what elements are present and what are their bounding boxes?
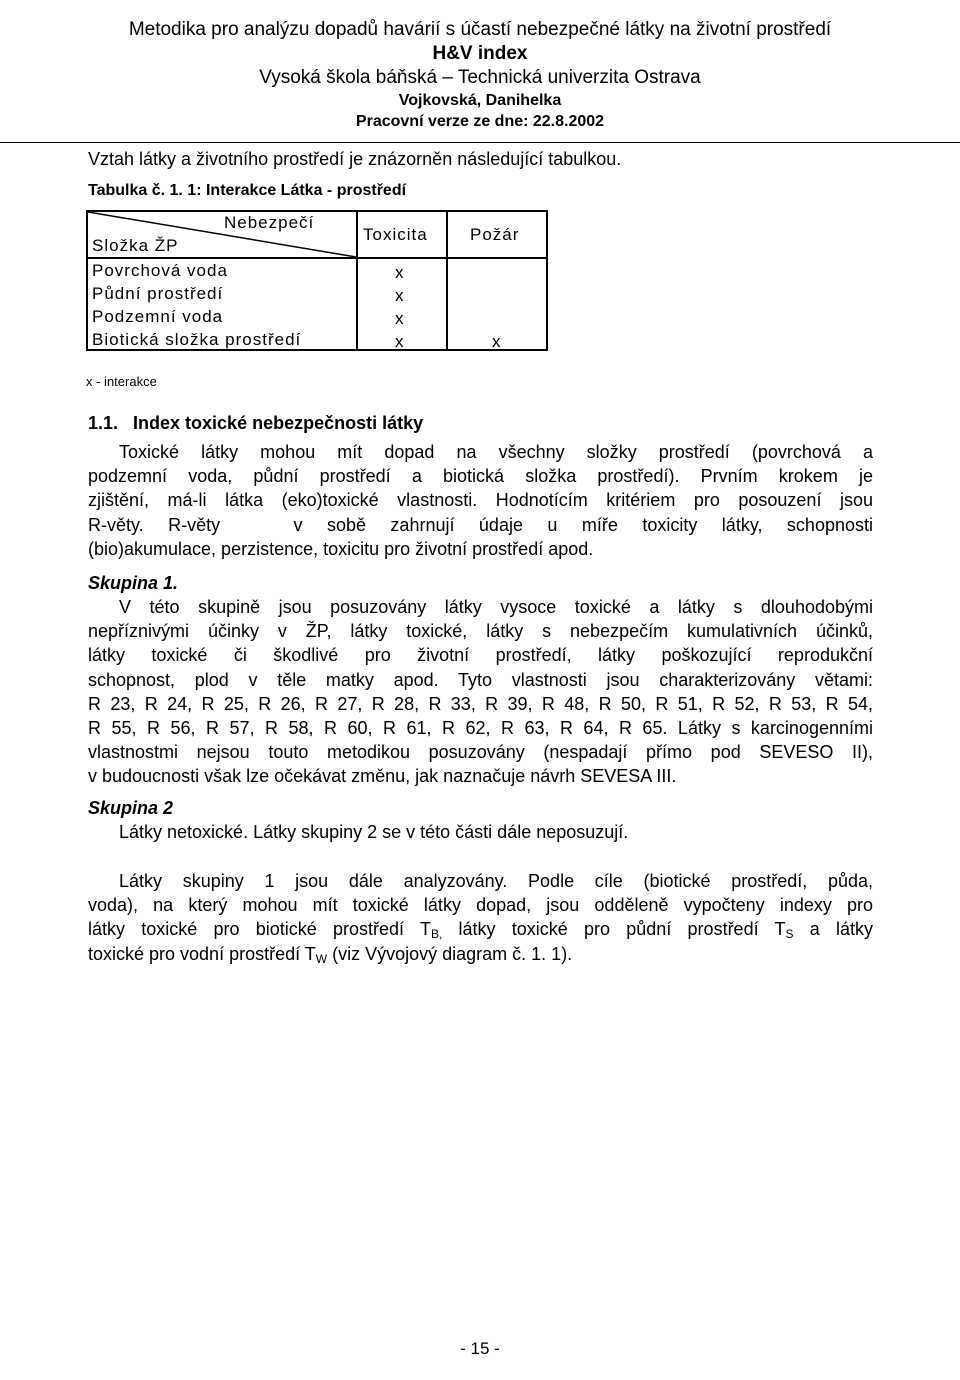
text-fragment: a látky	[793, 919, 873, 940]
row-label: Biotická složka prostředí	[92, 330, 302, 349]
text-line: v budoucnosti však lze očekávat změnu, jak naznačuje návrh SEVESA III.	[88, 766, 677, 787]
header-divider	[88, 257, 546, 259]
text-line: Látky skupiny 1 jsou dále analyzovány. Podle cíle (biotické prostředí, půda,	[119, 871, 873, 891]
column-divider	[446, 212, 448, 349]
row-label: Půdní prostředí	[92, 284, 224, 303]
table-caption: Tabulka č. 1. 1: Interakce Látka - prostředí	[88, 182, 407, 199]
paragraph-group-2	[88, 820, 873, 844]
cell-toxicita: x	[395, 309, 405, 328]
text-fragment: látky toxické pro půdní prostředí T	[442, 919, 786, 940]
text-line: voda), na který mohou mít toxické látky dopad, jsou odděleně vypočteny indexy pro	[88, 895, 873, 916]
subscript: W	[315, 951, 328, 966]
row-label: Podzemní voda	[92, 307, 224, 326]
column-header-pozar: Požár	[470, 225, 520, 244]
header-version: Pracovní verze ze dne: 22.8.2002	[355, 113, 605, 130]
cell-toxicita: x	[395, 286, 405, 305]
text-line: vlastnostmi nejsou touto metodikou posuzovány (nespadají přímo pod SEVESO II),	[88, 742, 873, 763]
group-1-title: Skupina 1.	[88, 573, 179, 593]
text-line: látky toxické či škodlivé pro životní prostředí, látky poškozující reprodukční	[88, 645, 873, 666]
text-line: R 55, R 56, R 57, R 58, R 60, R 61, R 62, R 63, R 64, R 65. Látky s karcinogenními	[88, 717, 873, 738]
header-rule	[0, 142, 960, 143]
text-line	[88, 942, 873, 966]
interaction-table	[86, 210, 548, 351]
text-line: R 23, R 24, R 25, R 26, R 27, R 28, R 33, R 39, R 48, R 50, R 51, R 52, R 53, R 54,	[88, 693, 873, 714]
subscript: B,	[430, 927, 443, 942]
paragraph-toxic-intro	[88, 440, 873, 561]
text-line: Látky netoxické. Látky skupiny 2 se v této části dále neposuzují.	[119, 822, 629, 842]
column-header-toxicita: Toxicita	[363, 225, 428, 244]
table-legend: x - interakce	[86, 374, 157, 389]
section-heading: 1.1. Index toxické nebezpečnosti látky	[88, 413, 424, 433]
column-divider	[356, 212, 358, 349]
text-line: Toxické látky mohou mít dopad na všechny složky prostředí (povrchová a	[119, 442, 873, 462]
text-line: nepříznivými účinky v ŽP, látky toxické, látky s nebezpečím kumulativních účinků,	[88, 621, 873, 642]
corner-component-label: Složka ŽP	[92, 236, 179, 255]
header-university: Vysoká škola báňská – Technická univerzita Ostrava	[259, 67, 701, 88]
cell-toxicita: x	[395, 263, 405, 282]
subscript: S	[785, 927, 794, 942]
row-label: Povrchová voda	[92, 261, 228, 280]
text-line: zjištění, má-li látka (eko)toxické vlastnosti. Hodnotícím kritériem pro posouzení jsou	[88, 490, 873, 511]
text-line	[88, 917, 873, 941]
intro-text: Vztah látky a životního prostředí je znázorněn následující tabulkou.	[88, 149, 622, 169]
header-authors: Vojkovská, Danihelka	[398, 92, 562, 109]
corner-hazard-label: Nebezpečí	[224, 213, 315, 232]
cell-toxicita: x	[395, 332, 405, 351]
paragraph-group-1	[88, 595, 873, 789]
text-fragment: (viz Vývojový diagram č. 1. 1).	[327, 943, 573, 964]
cell-pozar: x	[492, 332, 502, 351]
text-line: R-věty. R-věty v sobě zahrnují údaje u míře toxicity látky, schopnosti	[88, 514, 873, 535]
paragraph-group-1-analysis	[88, 869, 873, 966]
text-line: (bio)akumulace, perzistence, toxicitu pro životní prostředí apod.	[88, 538, 594, 559]
text-fragment: toxické pro vodní prostředí T	[88, 943, 316, 964]
page-number: - 15 -	[460, 1339, 500, 1358]
text-fragment: látky toxické pro biotické prostředí T	[88, 919, 431, 940]
text-line: V této skupině jsou posuzovány látky vysoce toxické a látky s dlouhodobými	[119, 597, 873, 617]
page-header	[0, 18, 960, 132]
header-title: Metodika pro analýzu dopadů havárií s účastí nebezpečné látky na životní prostředí	[128, 19, 832, 40]
header-index-name: H&V index	[432, 43, 528, 64]
text-line: podzemní voda, půdní prostředí a biotická složka prostředí). Prvním krokem je	[88, 466, 873, 487]
text-line: schopnost, plod v těle matky apod. Tyto vlastnosti jsou charakterizovány větami:	[88, 669, 873, 690]
group-2-title: Skupina 2	[88, 798, 174, 818]
